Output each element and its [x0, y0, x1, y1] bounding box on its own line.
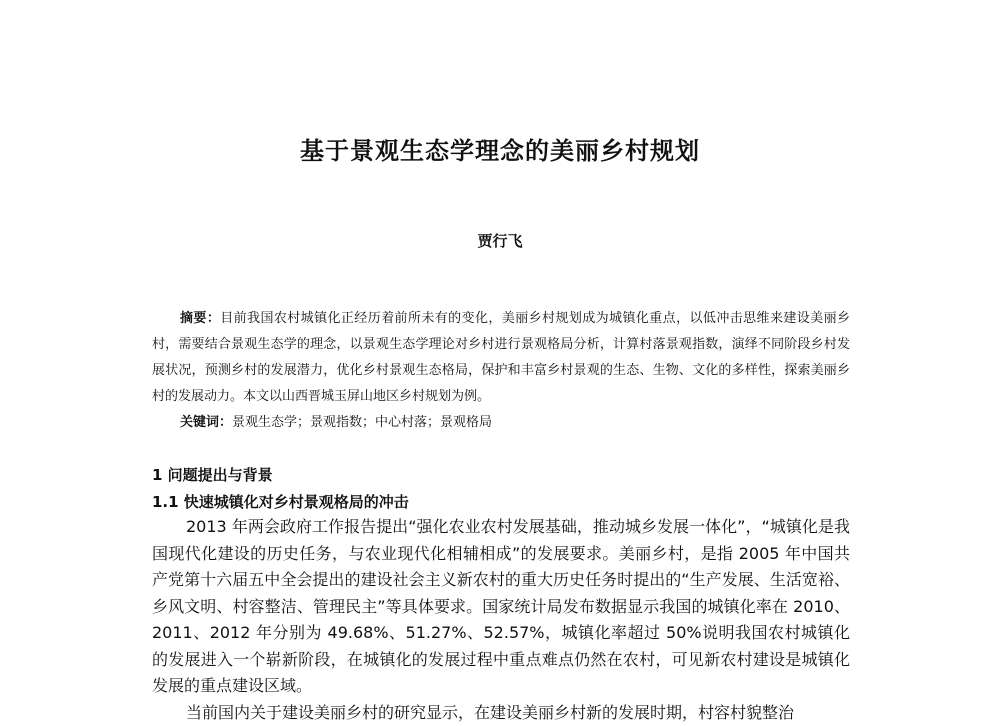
section-heading: 1 问题提出与背景: [152, 464, 273, 485]
author-name: 贾行飞: [0, 230, 1000, 251]
abstract-paragraph: [152, 306, 850, 410]
body-paragraph: 2013 年两会政府工作报告提出“强化农业农村发展基础，推动城乡发展一体化”，“城镇化是我国现代化建设的历史任务，与农业现代化相辅相成”的发展要求。美丽乡村，是指 2005 年中国共产党第十六届五中全会提出的建设社会主义新农村的重大历史任务时提出的“生产发展、生活宽裕、乡风文明、村容整洁、管理民主”等具体要求。国家统计局发布数据显示我国的城镇化率在 2010、2011、2012 年分别为 49.68%、51.27%、52.57%，城镇化率超过 50%说明我国农村城镇化的发展进入一个崭新阶段，在城镇化的发展过程中重点难点仍然在农村，可见新农村建设是城镇化发展的重点建设区域。: [152, 514, 850, 700]
body-text: [152, 514, 850, 726]
abstract-label: 摘要：: [180, 311, 220, 326]
keywords-label: 关键词：: [180, 415, 232, 430]
abstract-block: [152, 306, 850, 436]
keywords-paragraph: [152, 410, 850, 436]
body-paragraph: 当前国内关于建设美丽乡村的研究显示，在建设美丽乡村新的发展时期，村容村貌整治: [152, 700, 850, 726]
abstract-text: 目前我国农村城镇化正经历着前所未有的变化，美丽乡村规划成为城镇化重点，以低冲击思维来建设美丽乡村，需要结合景观生态学的理念，以景观生态学理论对乡村进行景观格局分析，计算村落景观指数，演绎不同阶段乡村发展状况，预测乡村的发展潜力，优化乡村景观生态格局，保护和丰富乡村景观的生态、生物、文化的多样性，探索美丽乡村的发展动力。本文以山西晋城玉屏山地区乡村规划为例。: [152, 311, 850, 404]
subsection-heading: 1.1 快速城镇化对乡村景观格局的冲击: [152, 491, 409, 512]
keywords-text: 景观生态学；景观指数；中心村落；景观格局: [232, 415, 492, 430]
paper-title: 基于景观生态学理念的美丽乡村规划: [0, 131, 1000, 166]
